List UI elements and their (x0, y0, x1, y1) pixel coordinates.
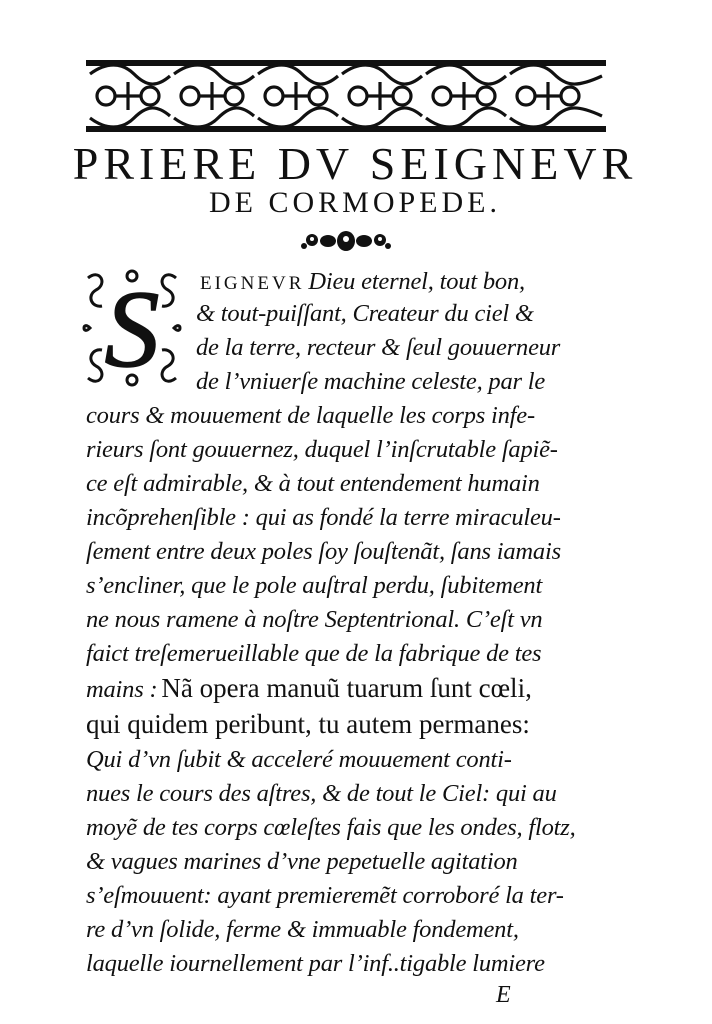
title-line-1: PRIERE DV SEIGNEVR (72, 138, 638, 189)
title-line-2: DE CORMOPEDE. (208, 186, 501, 219)
line-13-italic: mains : (86, 676, 158, 703)
line-13-roman: Nã opera manuũ tuarum ſunt cœli, (161, 673, 532, 703)
text-line-14: qui quidem peribunt, tu autem permanes: (86, 709, 530, 739)
text-line-2: & tout-puiſſant, Createur du ciel & (196, 300, 534, 327)
floral-ornament (300, 228, 392, 254)
catchword: E (496, 982, 511, 1008)
first-line-lead: EIGNEVR (200, 273, 305, 294)
drop-cap-initial (82, 268, 182, 388)
text-line-1 (200, 264, 620, 300)
text-line-12: faict treſemerueillable que de la fabrique de tes (86, 640, 542, 667)
text-line-9: ſement entre deux poles ſoy ſouſtenãt, ſans iamais (86, 538, 561, 565)
text-line-15: Qui d’vn ſubit & acceleré mouuement conti- (86, 746, 512, 773)
drop-cap-letter: S (104, 268, 160, 388)
text-line-3: de la terre, recteur & ſeul gouuerneur (196, 334, 561, 361)
text-line-10: s’encliner, que le pole auſtral perdu, ſubitement (86, 572, 543, 599)
text-line-5: cours & mouuement de laquelle les corps infe- (86, 402, 535, 429)
text-line-6: rieurs ſont gouuernez, duquel l’inſcrutable ſapiẽ- (86, 436, 558, 463)
text-line-7: ce eſt admirable, & à tout entendement humain (86, 470, 540, 497)
line-1-text: Dieu eternel, tout bon, (308, 268, 525, 295)
text-line-4: de l’vniuerſe machine celeste, par le (196, 368, 546, 395)
text-line-8: incõprehenſible : qui as fondé la terre miraculeu- (86, 504, 561, 531)
text-line-16: nues le cours des aſtres, & de tout le Ciel: qui au (86, 780, 557, 807)
text-line-11: ne nous ramene à noſtre Septentrional. C’eſt vn (86, 606, 543, 633)
text-line-17: moyẽ de tes corps cœleſtes fais que les ondes, flotz, (86, 814, 576, 841)
text-line-18: & vagues marines d’vne pepetuelle agitation (86, 848, 518, 875)
text-line-19: s’eſmouuent: ayant premieremẽt corroboré la ter- (86, 882, 564, 909)
text-line-21: laquelle iournellement par l’inf..tigable lumiere (86, 950, 545, 977)
text-line-13 (86, 670, 626, 706)
headpiece-ornament (86, 60, 606, 132)
text-line-20: re d’vn ſolide, ferme & immuable fondement, (86, 916, 519, 943)
